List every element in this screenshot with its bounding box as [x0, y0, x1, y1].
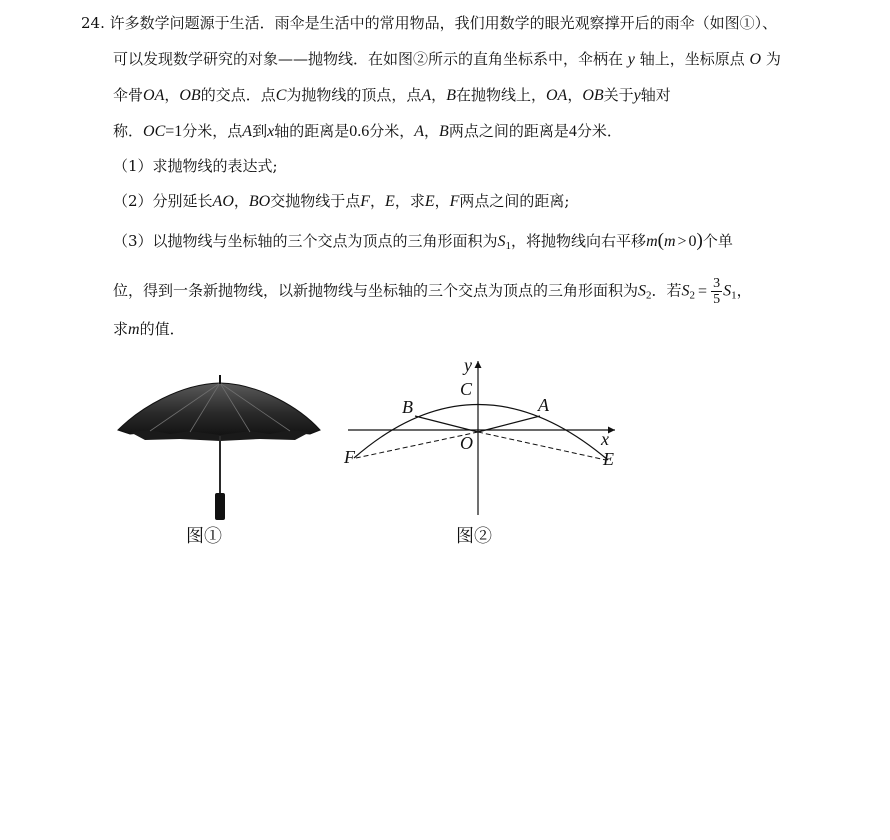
gt-sign: >: [677, 233, 687, 250]
seg-OA-2: OA: [545, 87, 568, 104]
var-E: E: [385, 193, 395, 210]
part-1-text: （1）求抛物线的表达式;: [113, 157, 278, 175]
figure-1-umbrella: [110, 370, 330, 530]
var-O: O: [749, 51, 762, 68]
intro-text-3h: 关于: [603, 86, 634, 104]
var-S-4: S: [723, 282, 732, 300]
fraction-denominator: 5: [713, 292, 721, 307]
intro-text-3a: 伞骨: [113, 86, 144, 104]
intro-text-4b: 分米，点: [182, 122, 243, 140]
seg-BO: BO: [248, 193, 271, 210]
part-3-text-e: ．若: [651, 281, 682, 300]
label-A: A: [538, 395, 549, 415]
seg-OB: OB: [179, 87, 201, 104]
intro-text-4a: 称．: [113, 122, 144, 140]
var-m-2: m: [663, 233, 676, 250]
umbrella-canopy: [118, 383, 320, 437]
label-F: F: [344, 447, 355, 467]
var-B: B: [446, 87, 456, 104]
intro-text-2a: 可以发现数学研究的对象——抛物线．在如图②所示的直角坐标系中，伞柄在: [113, 50, 624, 68]
paren-open: (: [657, 230, 664, 251]
sub-1: 1: [505, 240, 512, 252]
part-2-text-a: （2）分别延长: [113, 192, 213, 210]
label-C: C: [460, 379, 473, 399]
intro-text-4e: 分米，: [369, 122, 415, 140]
var-A-3: A: [414, 123, 425, 140]
part-2-text-f: ，: [434, 192, 450, 210]
intro-text-3b: ，: [164, 86, 180, 104]
part-2-text-e: ，求: [394, 192, 425, 210]
question-intro-line-1: [81, 12, 777, 34]
value-distance: 0.6: [349, 123, 370, 140]
equals-sign: =: [698, 282, 708, 300]
label-y: y: [464, 355, 472, 375]
intro-text-3d: 为抛物线的顶点，点: [286, 86, 422, 104]
intro-text-1: 许多数学问题源于生活．雨伞是生活中的常用物品，我们用数学的眼光观察撑开后的雨伞（如图①）、: [109, 14, 778, 32]
part-3-text-b: ，将抛物线向右平移: [511, 232, 647, 250]
part-3-text-f: ，: [736, 281, 752, 300]
value-oc: =1: [165, 123, 183, 140]
intro-text-4c: 到: [252, 122, 268, 140]
question-number: 24.: [81, 14, 105, 32]
fraction-numerator: 3: [713, 276, 721, 291]
var-m: m: [646, 233, 658, 250]
part-3-text-d: 位，得到一条新抛物线，以新抛物线与坐标轴的三个交点为顶点的三角形面积为: [113, 281, 639, 300]
part-2-text-c: 交抛物线于点: [270, 192, 361, 210]
figure-2-caption: 图②: [456, 526, 492, 547]
part-3-line-3: [113, 318, 185, 341]
intro-text-4f: ，: [424, 122, 440, 140]
intro-text-3g: ，: [567, 86, 583, 104]
var-y-2: y: [633, 87, 641, 104]
part-3-line-1: [113, 230, 733, 257]
seg-OA: OA: [143, 87, 165, 104]
part-2-text-d: ，: [370, 192, 386, 210]
intro-text-4g: 两点之间的距离是: [448, 122, 569, 140]
label-B: B: [402, 397, 413, 417]
figure-1-caption: 图①: [186, 526, 222, 547]
intro-text-3c: 的交点．点: [200, 86, 276, 104]
var-x: x: [267, 123, 275, 140]
part-3-text-a: （3）以抛物线与坐标轴的三个交点为顶点的三角形面积为: [113, 232, 498, 250]
intro-text-2b: 轴上，坐标原点: [639, 50, 745, 68]
var-F: F: [360, 193, 371, 210]
intro-text-4d: 轴的距离是: [274, 122, 350, 140]
question-intro-line-3: [113, 84, 671, 107]
part-2-text-b: ，: [233, 192, 249, 210]
var-F-2: F: [449, 193, 460, 210]
intro-text-3f: 在抛物线上，: [455, 86, 546, 104]
var-C: C: [275, 87, 287, 104]
fraction-three-fifths: [711, 276, 722, 307]
sub-1-b: 1: [731, 289, 737, 302]
intro-text-2c: 为: [765, 50, 781, 68]
part-1: [113, 155, 278, 177]
var-m-3: m: [128, 321, 140, 338]
seg-OB-2: OB: [582, 87, 604, 104]
umbrella-handle: [215, 493, 225, 520]
question-intro-line-2: [113, 48, 781, 71]
var-S: S: [497, 233, 506, 250]
var-A: A: [421, 87, 432, 104]
seg-OC: OC: [143, 123, 166, 140]
part-3-line-2: [113, 276, 752, 307]
var-y: y: [627, 51, 635, 68]
zero: 0: [688, 233, 697, 250]
intro-text-3i: 轴对: [640, 86, 671, 104]
part-3-text-g: 求: [113, 320, 129, 338]
sub-2-b: 2: [689, 289, 696, 302]
var-E-2: E: [424, 193, 435, 210]
figure-2-diagram: [340, 355, 630, 520]
part-3-text-c: 个单: [702, 232, 733, 250]
intro-text-4h: 分米．: [576, 122, 622, 140]
label-O: O: [460, 433, 473, 453]
var-A-2: A: [242, 123, 253, 140]
extension-OE: [478, 432, 606, 460]
paren-close: ): [696, 230, 703, 251]
var-S-3: S: [681, 282, 690, 300]
var-B-2: B: [439, 123, 449, 140]
sub-2: 2: [646, 289, 652, 302]
part-3-text-h: 的值．: [139, 320, 185, 338]
value-ab: 4: [568, 123, 577, 140]
seg-AO: AO: [212, 193, 234, 210]
label-E: E: [603, 449, 614, 469]
part-2: [113, 190, 569, 213]
var-S-2: S: [638, 282, 647, 300]
part-2-text-g: 两点之间的距离;: [459, 192, 570, 210]
intro-text-3e: ，: [431, 86, 447, 104]
label-x: x: [601, 429, 609, 449]
question-intro-line-4: [113, 120, 622, 143]
